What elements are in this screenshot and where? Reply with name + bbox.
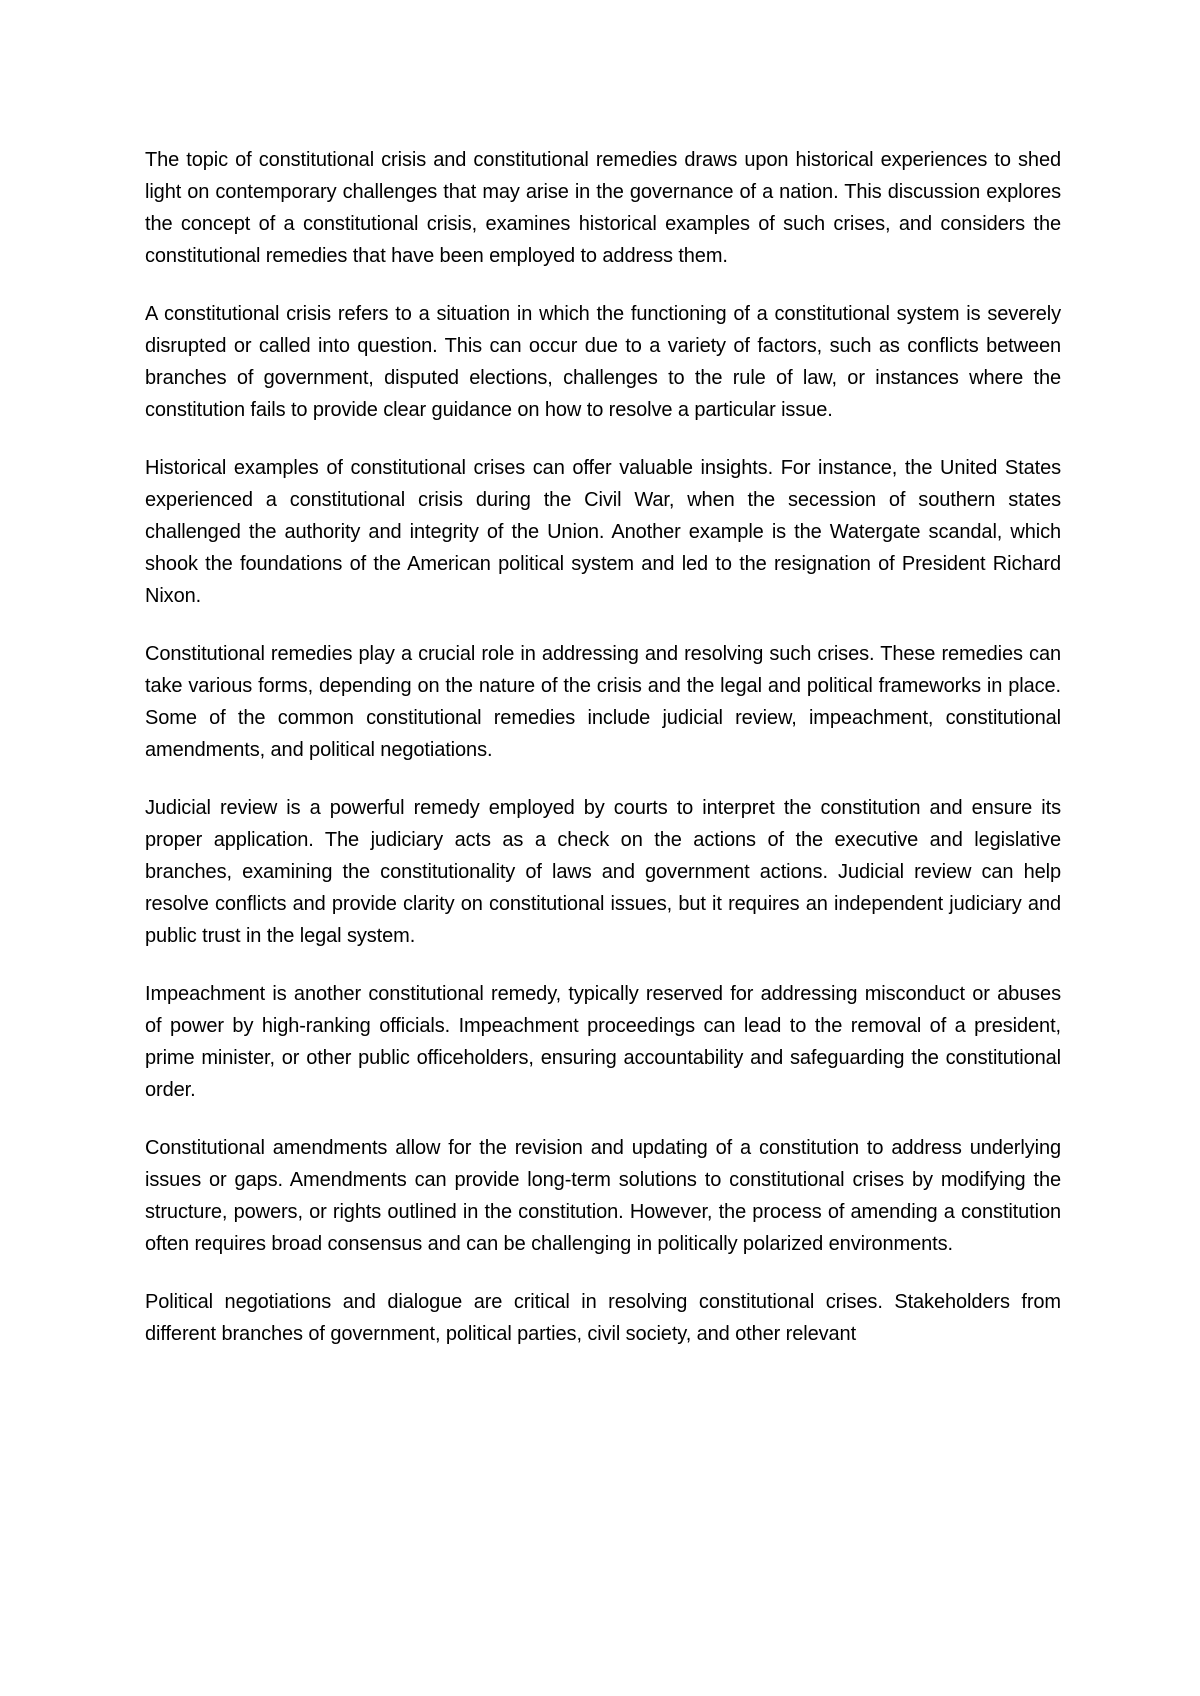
- paragraph-remedies-overview: Constitutional remedies play a crucial role in addressing and resolving such crises. These remedies can take various forms, depending on the nature of the crisis and the legal and political frameworks in place. Some of the common constitutional remedies include judicial review, impeachment, constitutional amendments, and political negotiations.: [145, 643, 1061, 761]
- paragraph-definition: A constitutional crisis refers to a situation in which the functioning of a constitutional system is severely disrupted or called into question. This can occur due to a variety of factors, such as conflicts between branches of government, disputed elections, challenges to the rule of law, or instances where the constitution fails to provide clear guidance on how to resolve a particular issue.: [145, 303, 1061, 421]
- paragraph-historical-examples: Historical examples of constitutional crises can offer valuable insights. For instance, the United States experienced a constitutional crisis during the Civil War, when the secession of southern states challenged the authority and integrity of the Union. Another example is the Watergate scandal, which shook the foundations of the American political system and led to the resignation of President Richard Nixon.: [145, 457, 1061, 607]
- paragraph-judicial-review: Judicial review is a powerful remedy employed by courts to interpret the constitution and ensure its proper application. The judiciary acts as a check on the actions of the executive and legislative branches, examining the constitutionality of laws and government actions. Judicial review can help resolve conflicts and provide clarity on constitutional issues, but it requires an independent judiciary and public trust in the legal system.: [145, 797, 1061, 947]
- paragraph-impeachment: Impeachment is another constitutional remedy, typically reserved for addressing misconduct or abuses of power by high-ranking officials. Impeachment proceedings can lead to the removal of a president, prime minister, or other public officeholders, ensuring accountability and safeguarding the constitutional order.: [145, 983, 1061, 1101]
- paragraph-amendments: Constitutional amendments allow for the revision and updating of a constitution to address underlying issues or gaps. Amendments can provide long-term solutions to constitutional crises by modifying the structure, powers, or rights outlined in the constitution. However, the process of amending a constitution often requires broad consensus and can be challenging in politically polarized environments.: [145, 1137, 1061, 1255]
- paragraph-intro: The topic of constitutional crisis and constitutional remedies draws upon historical experiences to shed light on contemporary challenges that may arise in the governance of a nation. This discussion explores the concept of a constitutional crisis, examines historical examples of such crises, and considers the constitutional remedies that have been employed to address them.: [145, 149, 1061, 267]
- paragraph-negotiations: Political negotiations and dialogue are critical in resolving constitutional crises. Stakeholders from different branches of government, political parties, civil society, and other relevant: [145, 1291, 1061, 1345]
- document-body: [145, 144, 1061, 1350]
